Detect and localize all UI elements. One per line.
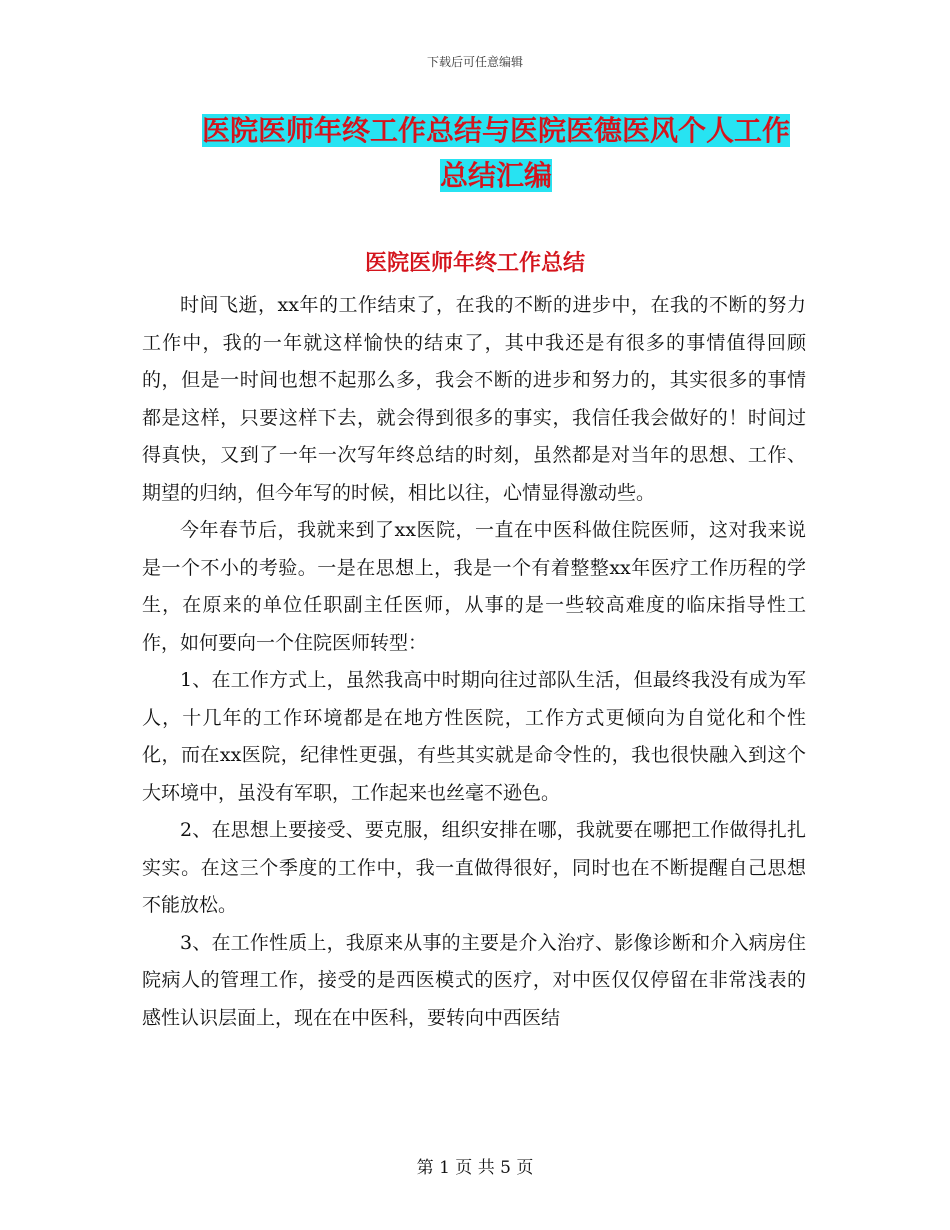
paragraph: 1、在工作方式上，虽然我高中时期向往过部队生活，但最终我没有成为军人，十几年的工作环境都是在地方性医院，工作方式更倾向为自觉化和个性化，而在xx医院，纪律性更强，有些其实就是命令性的，我也很快融入到这个大环境中，虽没有军职，工作起来也丝毫不逊色。 xyxy=(142,669,806,804)
paragraph: 今年春节后，我就来到了xx医院，一直在中医科做住院医师，这对我来说是一个不小的考验。一是在思想上，我是一个有着整整xx年医疗工作历程的学生，在原来的单位任职副主任医师，从事的是一些较高难度的临床指导性工作，如何要向一个住院医师转型： xyxy=(142,519,806,654)
paragraph: 3、在工作性质上，我原来从事的主要是介入治疗、影像诊断和介入病房住院病人的管理工作，接受的是西医模式的医疗，对中医仅仅停留在非常浅表的感性认识层面上，现在在中医科，要转向中西医结 xyxy=(142,931,806,1029)
header-note: 下载后可任意编辑 xyxy=(426,55,523,69)
paragraph: 时间飞逝，xx年的工作结束了，在我的不断的进步中，在我的不断的努力工作中，我的一年就这样愉快的结束了，其中我还是有很多的事情值得回顾的，但是一时间也想不起那么多，我会不断的进步和努力的，其实很多的事情都是这样，只要这样下去，就会得到很多的事实，我信任我会做好的！时间过得真快，又到了一年一次写年终总结的时刻，虽然都是对当年的思想、工作、期望的归纳，但今年写的时候，相比以往，心情显得激动些。 xyxy=(142,294,806,504)
page-footer: 第 1 页 共 5 页 xyxy=(416,1158,534,1178)
document-body xyxy=(142,287,806,1037)
section-title: 医院医师年终工作总结 xyxy=(364,251,585,276)
paragraph: 2、在思想上要接受、要克服，组织安排在哪，我就要在哪把工作做得扎扎实实。在这三个季度的工作中，我一直做得很好，同时也在不断提醒自己思想不能放松。 xyxy=(142,819,806,916)
document-title-text: 医院医师年终工作总结与医院医德医风个人工作总结汇编 xyxy=(201,114,790,192)
document-title xyxy=(190,108,802,198)
